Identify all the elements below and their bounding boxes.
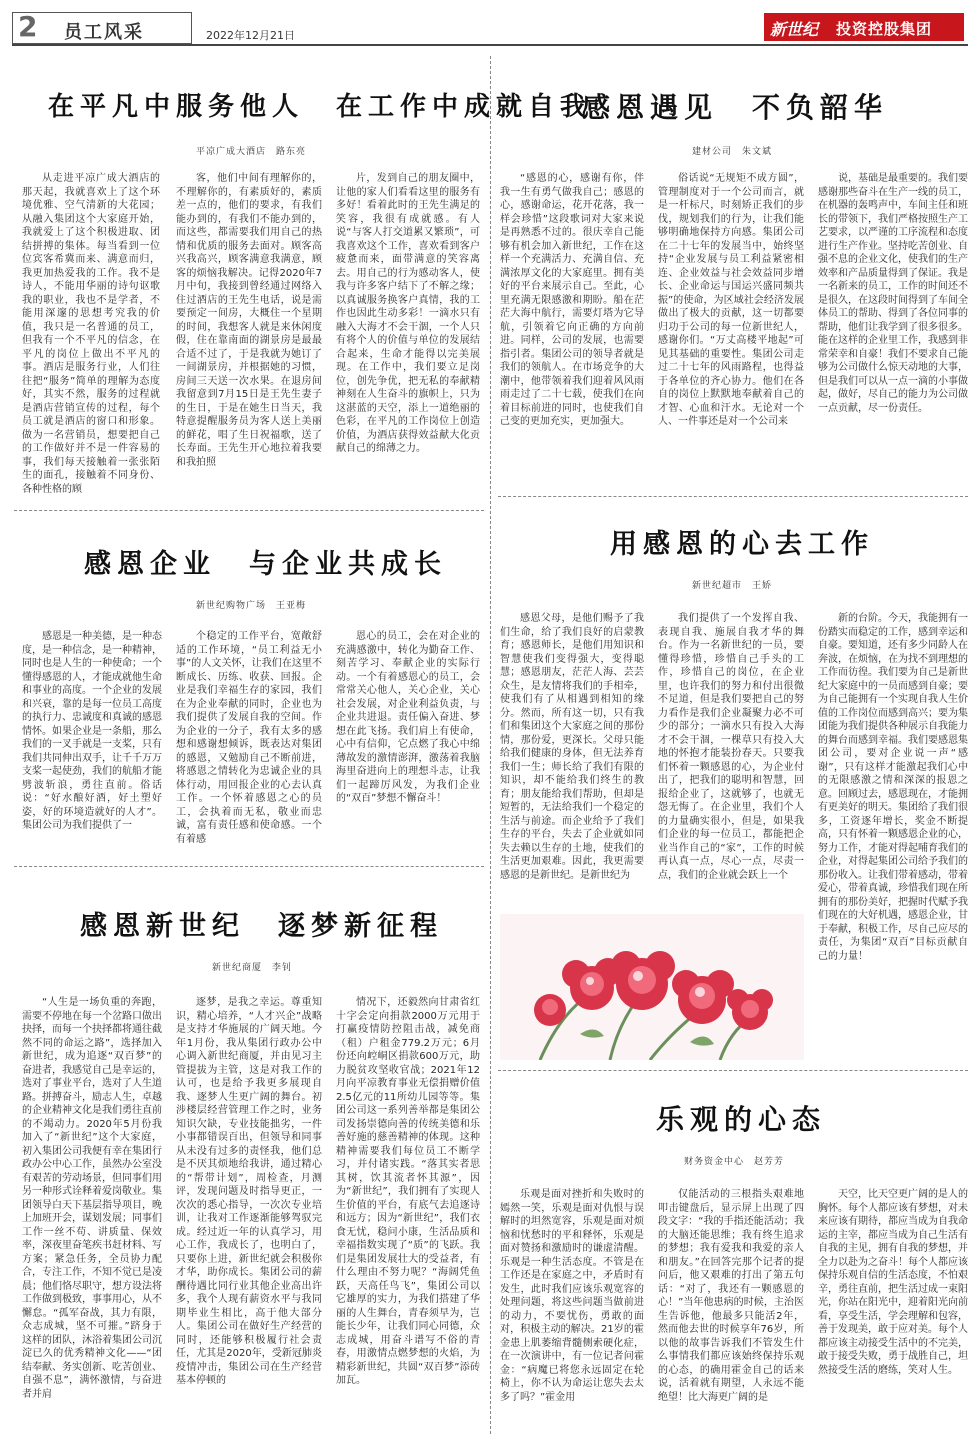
article-column: 从走进平凉广成大酒店的那天起，我就喜欢上了这个环境优雅、空气清新的大花园；从融入集团这个大家庭开始，我就爱上了这个积极进取、团结拼搏的集体。每当看到一位位宾客希冀而来、满意而归，我更加热爱我的工作。我不是诗人，不能用华丽的诗句讴歌我的职业，我也不是学者，不能用深邃的思想考究我的价值，我只是一名普通的员工，但我有一个不平凡的信念，在平凡的岗位上做出不平凡的事。酒店是服务行业，人们往往把“服务”简单的理解为态度好，其实不然，服务的过程就是酒店营销宣传的过程，每个员工就是酒店的窗口和形象。做为一名营销员，想要把自己的工作做好并不是一件容易的事，我们每天接触着一张张陌生的面孔，接触着不同身份、各种性格的顾 <box>22 173 160 495</box>
center-divider <box>490 56 491 1434</box>
article-column: “感恩的心，感谢有你，伴我一生有勇气做我自己；感恩的心，感谢命运，花开花落，我一样会珍惜”这段歌词对大家来说是再熟悉不过的。很庆幸自己能够有机会加入新世纪，工作在这样一个充满活力、充满自信、充满浓厚文化的大家庭里。拥有美好的平台来展示自己。至此，心里充满无限感激和期盼。船在茫茫大海中航行，需要灯塔为它导航，引领着它向正确的方向前进。同样，公司的发展，也需要指引者。集团公司的领导者就是我们的领航人。在市场竞争的大潮中，他带领着我们迎着风风雨雨走过了二十七载，使我们在向着目标前进的同时，也使我们自己变的更加充实，更加强大。 <box>500 173 644 427</box>
divider-left-1 <box>14 510 484 511</box>
article-column: 俗话说“无规矩不成方圆”，管理制度对于一个公司而言，就是一杆标尺，时刻矫正我们的步伐，规划我们的行为，让我们能够明确地保持方向感。集团公司在二十七年的发展当中，始终坚持“企业发展与员工利益紧密相连、企业效益与社会效益同步增长、企业命运与国运兴盛同频共振”的使命，为区域社会经济发展做出了极大的贡献，这一切都要归功于公司的每一位新世纪人，感谢你们。“万丈高楼平地起”可见其基础的重要性。集团公司走过二十七年的风雨路程，也得益于各单位的齐心协力。他们在各自的岗位上默默地奉献着自己的才智、心血和汗水。无论对一个人、一件事还是对一个公司来 <box>658 173 804 427</box>
section-title: 员工风采 <box>64 22 144 43</box>
article-title: 乐观的心态 <box>656 1103 827 1136</box>
article-column: 逐梦，是我之幸运。尊重知识，精心培养，“人才兴企”战略是支持才华施展的广阔天地。今年1月份，我从集团行政办公中心调入新世纪商厦，并由见习主管提拔为主管，这是对我工作的认可，也是给予我更多展现自我、逐梦人生更广阔的舞台。初涉楼层经营管理工作之时，业务知识欠缺，专业技能拙劣，一件小事都错误百出，但领导和同事从未没有过多的责怪我，他们总是不厌其烦地给我讲，通过精心的“帮带计划”，周检查，月测评，发现问题及时指导更正，一次次的悉心指导，一次次专业培训，让我对工作逐渐能够驾驭完成。经过近一年的认真学习，用心工作，我成长了，也明白了，只要你上进，新世纪就会积极你才华，助你成长。集团公司的薪酬待遇比同行业其他企业高出许多，我个人现有薪资水平与我同期毕业生相比，高于他大部分人。集团公司在做好生产经营的同时，还能够积极履行社会责任，尤其是2020年，受新冠肺炎疫情冲击，集团公司在生产经营基本停顿的 <box>176 997 322 1386</box>
article-byline: 平凉广成大酒店 路东亮 <box>196 147 307 157</box>
article-byline: 新世纪购物广场 王亚梅 <box>196 601 307 611</box>
article-column: 新的台阶。今天，我能拥有一份踏实而稳定的工作，感到幸运和自豪。要知道，还有多少同龄人在奔波，在烦恼，在为找不到理想的工作而彷徨。我们要为自己是新世纪大家庭中的一员而感到自豪；要为自己能拥有一个实现自我人生价值的工作岗位而感到高兴；要为集团能为我们提供各种展示自我能力的舞台而感到幸福。我们要感恩集团公司，要对企业说一声“感谢”，只有这样才能激起我们心中的无限感激之情和深深的报恩之意。回顾过去，感恩现在，才能拥有更美好的明天。集团给了我们很多，工资逐年增长，奖金不断提高，只有怀着一颗感恩企业的心，努力工作，才能对得起哺育我们的企业，对得起集团公司给予我们的那份收入。让我们带着感动，带着爱心，带着真诚，珍惜我们现在所拥有的那份美好，把握时代赋予我们现在的大好机遇，感恩企业，甘于奉献，积极工作，尽自己应尽的责任，为集团“双百”目标贡献自己的力量！ <box>818 613 968 962</box>
masthead <box>12 10 968 44</box>
article-column: 说，基础是最重要的。我们要感谢那些奋斗在生产一线的员工，在机器的轰鸣声中，车间主任和班长的带领下，我们严格按照生产工艺要求，以严谨的工序流程和态度进行生产作业。坚持吃苦创业、自强不息的企业文化，使我们的生产效率和产品质量得到了保证。我是一名新来的员工，工作的时间还不是很久，在这段时间得到了车间全体员工的帮助、得到了各位同事的帮助，他们让我学到了很多很多。能在这样的企业里工作，我感到非常荣幸和自豪！我们不要求自己能够为公司做什么惊天动地的大事，但是我们可以从一点一滴的小事做起，做好，尽自己的能力为公司做一点贡献，尽一份责任。 <box>818 173 968 414</box>
article-column: 片，发到自己的朋友圈中，让他的家人们看看这里的服务有多好！看着此时的王先生满足的笑容，我很有成就感。有人说“与客人打交道累又繁琐”，可我喜欢这个工作，喜欢看到客户疲惫而来，面带满意的笑容离去。用自己的行为感动客人，使我与许多客户结下了不解之缘；以真诚服务换客户真情，我的工作也因此生动多彩！一滴水只有融入大海才不会干涸，一个人只有将个人的价值与单位的发展结合起来，生命才能得以完美展现。在工作中，我们要立足岗位，创先争优，把无私的奉献精神刻在人生奋斗的旗帜上，只为这湛蓝的天空，添上一道绝丽的色彩，在平凡的工作岗位上创造价值，为酒店获得效益献大化贡献自己的绵薄之力。 <box>336 173 480 454</box>
page-number: 2 <box>18 10 38 43</box>
article-title: 感恩企业 与企业共成长 <box>84 549 447 580</box>
article-title: 感恩新世纪 逐梦新征程 <box>80 911 443 942</box>
divider-left-2 <box>14 866 484 867</box>
article-column: 个稳定的工作平台，宽敞舒适的工作环境，“员工利益无小事”的人文关怀，让我们在这里不断成长、历练、收获、回报。企业是我们幸福生存的家园，我们在为企业奉献的同时，企业也为我们提供了发展自我的空间。作为企业的一分子，我有太多的感想和感谢想倾诉，既表达对集团的感恩，又勉励自己不断前进，将感恩之情转化为忠诚企业的具体行动，用回报企业的心去认真工作。一个怀着感恩之心的员工，会执着而无私，敬业而忠诚，富有责任感和使命感。一个有着感 <box>176 631 322 845</box>
article-title: 感恩遇见 不负韶华 <box>582 91 889 124</box>
carnation-illustration <box>500 914 804 1060</box>
article-column: 客，他们中间有理解你的，不理解你的，有素质好的，素质差一点的，他们的要求，有我们能办到的，有我们不能办到的，而这些，都需要我们用自己的热情和优质的服务去面对。顾客高兴我高兴，顾客满意我满意，顾客的烦恼我解决。记得2020年7月中旬，我接到曾经通过网络入住过酒店的王先生电话，说是需要预定一间房，大概住一个星期的时间，我想客人就是来休闲度假，住在靠南面的湖景房是最最合适不过了，于是我就为她订了一间湖景房，并根据她的习惯，房间三天送一次水果。在退房间我留意到7月15日是王先生妻子的生日，于是在她生日当天，我特意提醒服务员为客人送上美丽的鲜花，唱了生日祝福歌，送了长寿面。王先生开心地拉着我要和我拍照 <box>176 173 322 468</box>
article-title: 用感恩的心去工作 <box>610 529 874 560</box>
article-column: “人生是一场负重的奔跑，需要不停地在每一个岔路口做出抉择，而每一个抉择都将通往截然不同的命运之路”，选择加入新世纪，成为追逐“双百梦”的奋进者，我感觉自己是幸运的，选对了事业平台，选对了人生道路。拼搏奋斗，励志人生，卓越的企业精神文化是我们勇往直前的不竭动力。2020年5月份我加入了“新世纪”这个大家庭，初入集团公司我便有幸在集团行政办公中心工作，虽然办公室没有艰苦的劳动场景，但同事们用另一种形式诠释着爱岗敬业。集团领导白天下基层指导项目，晚上加班开会，谋划发展；同事们工作一丝不苟、讲质量、保效率，深夜里奋笔疾书赶材料、写方案；紧急任务，全员协力配合，专注工作，不知不觉已是凌晨；他们恪尽职守，想方设法将工作做到极致，事事用心，从不懈怠。“孤军奋战，其力有限，众志成城，坚不可摧。”跻身于这样的团队，沐浴着集团公司沉淀已久的优秀精神文化——“团结奉献、务实创新、吃苦创业、自强不息”，满怀激情，与奋进者并肩 <box>22 997 162 1400</box>
article-column: 恩心的员工，会在对企业的充满感激中，转化为勤奋工作、刻苦学习、奉献企业的实际行动。一个有着感恩心的员工，会常常关心他人，关心企业，关心社会发展，对企业利益负责，与企业共进退。责任偏入奋进、梦想在此飞扬。我们肩上有使命，心中有信仰，它点燃了我心中绵薄故发的激情澎湃，激荡着我脑海里奋进向上的理想斗志，让我们一起蹄厉风发，为我们企业的“双百”梦想不懈奋斗！ <box>336 631 480 804</box>
article-column: 感恩是一种美德，是一种态度，是一种信念，是一种精神，同时也是人生的一种使命；一个懂得感恩的人，才能成就他生命和事业的高度。一个企业的发展和兴衰，靠的是每一位员工高度的执行力、忠诚度和真诚的感恩情怀。如果企业是一条船，那么我们的一叉手就是一支桨，只有我们共同伸出双手，让千千万万支桨一起使劲，我们的航船才能劈波斩浪，勇往直前。俗话说：“好水酿好酒，好土塑好姿，好的环境造就好的人才”。集团公司为我们提供了一 <box>22 631 162 831</box>
issue-date: 2022年12月21日 <box>206 29 295 42</box>
article-byline: 财务资金中心 赵芳芳 <box>684 1157 785 1167</box>
divider-right-2 <box>498 1070 968 1071</box>
divider-right-1 <box>498 496 968 497</box>
article-column: 仅能活动的三根指头艰难地叩击键盘后，显示屏上出现了四段文字：“我的手指还能活动；我的大脑还能思维；我有终生追求的梦想；我有爱我和我爱的亲人和朋友。”在回答完那个记者的提问后，他又艰难的打出了第五句话：“对了，我还有一颗感恩的心！”当年他患病的时候，主治医生告诉他，他最多只能活2年，然而他去世的时候享年76岁，所以他的故事告诉我们不管发生什么事情我们都应该始终保持乐观的心态，的确用霍金自己的话来说，活着就有期望，人永远不能绝望！比大海更广阔的是 <box>658 1189 804 1403</box>
carnation-flowers-photo <box>500 914 804 1060</box>
article-byline: 新世纪商厦 李钊 <box>212 963 293 973</box>
article-title: 在平凡中服务他人 在工作中成就自我 <box>48 92 593 122</box>
article-byline: 建材公司 朱文斌 <box>692 147 773 157</box>
brand-script: 新世纪 <box>770 20 819 39</box>
article-byline: 新世纪超市 王娇 <box>692 581 773 591</box>
brand-text: 投资控股集团 <box>836 20 933 38</box>
article-column: 乐观是面对挫折和失败时的嫣然一笑，乐观是面对仇恨与误解时的坦然宽容，乐观是面对烦恼和忧愁时的平和释怀，乐观是面对赞扬和激励时的谦虚清醒。乐观是一种生活态度。不管是在工作还是在家庭之中，矛盾时有发生，此时我们应该乐观宽容的处理问题，将这些问题当做前进的动力，不要忧伤，勇敢的面对，积极主动的解决。21岁的霍金患上肌萎缩背髓侧索硬化症，在一次演讲中，有一位记者问霍金：“病魔已将您永远固定在轮椅上，你不认为命运让您失去太多了吗？”霍金用 <box>500 1189 644 1403</box>
article-column: 我们提供了一个发挥自我、表现自我、施展自我才华的舞台。作为一名新世纪的一员，要懂得珍惜，珍惜自己手头的工作，珍惜自己的岗位，在企业里，也许我们的努力和付出很微不足道，但是我们要把自己的努力看作是我们企业凝聚力必不可少的部分；一滴水只有投入大海才不会干涸，一棵草只有投入大地的怀抱才能装扮春天。只要我们怀着一颗感恩的心，为企业付出了，把我们的聪明和智慧，回报给企业了，这就够了，也就无怨无悔了。在企业里，我们个人的力量确实很小，但是，如果我们企业的每一位员工，都能把企业当作自己的“家”，工作的时候再认真一点，尽心一点，尽责一点，我们的企业就会跃上一个 <box>658 613 804 881</box>
article-column: 感恩父母，是他们赐予了我们生命，给了我们良好的启蒙教育；感恩师长，是他们用知识和智慧使我们变得强大，变得聪慧；感恩朋友，茫茫人海、芸芸众生，是友情将我们的手相牵，使我们有了从相遇到相知的缘分。然而，所有这一切，只有我们和集团这个大家庭之间的那份情，那份爱，更深长。父母只能给我们健康的身体，但无法养育我们一生；师长给了我们有限的知识，却不能给我们终生的教育；朋友能给我们帮助，但却是短暂的，无法给我们一个稳定的生活与前途。而企业给予了我们生存的平台，失去了企业就如同失去赖以生存的土地，使我们的生活更加艰难。因此，我更需要感恩的是新世纪。是新世纪为 <box>500 613 644 881</box>
masthead-rule <box>12 44 968 46</box>
article-column: 天空，比天空更广阔的是人的胸怀。每个人都应该有梦想，对未来应该有期待，都应当成为自我命运的主宰，都应当成为自己生活有自我的主见，拥有自我的梦想，并全力以赴为之奋斗！每个人都应该保持乐观自信的生活态度，不怕艰辛，勇往直前，把生活过成一束阳光，你站在阳光中，迎着阳光向前看，享受生活，学会理解和包容，善于发现美，敢于应对美。每个人都应该主动接受生活中的不完美，敢于接受失败，勇于战胜自己，坦然接受生活的磨练，笑对人生。 <box>818 1189 968 1376</box>
brand-logo <box>764 13 964 41</box>
article-column: 情况下，还毅然向甘肃省红十字会定向捐款2000万元用于打赢疫情防控阻击战，减免商（租）户租金779.2万元；6月份还向崆峒区捐款600万元，助力脱贫攻坚收官战；2021年12月向平凉教育事业无偿捐赠价值2.5亿元的11所幼儿园等等。集团公司这一系列善举都是集团公司发扬崇德向善的传统美德和乐善好施的慈善精神的体现。这种精神需要我们每位员工不断学习，并付诸实践。“落其实者思其树，饮其流者怀其源”，因为“新世纪”，我们拥有了实现人生价值的平台，有底气去追逐诗和远方；因为“新世纪”，我们衣食无忧，稳问小康，生活品质和幸福指数实现了“质”的飞跃。我们是集团发展壮大的受益者，有什么理由不努力呢？“海阔凭鱼跃，天高任鸟飞”，集团公司以它雄厚的实力，为我们搭建了华丽的人生舞台，青春须早为，岂能长少年，让我们同心同德，众志成城，用奋斗谱写不俗的青春，用激情点燃梦想的火焰，为精彩新世纪，共圆“双百梦”添砖加瓦。 <box>336 997 480 1386</box>
